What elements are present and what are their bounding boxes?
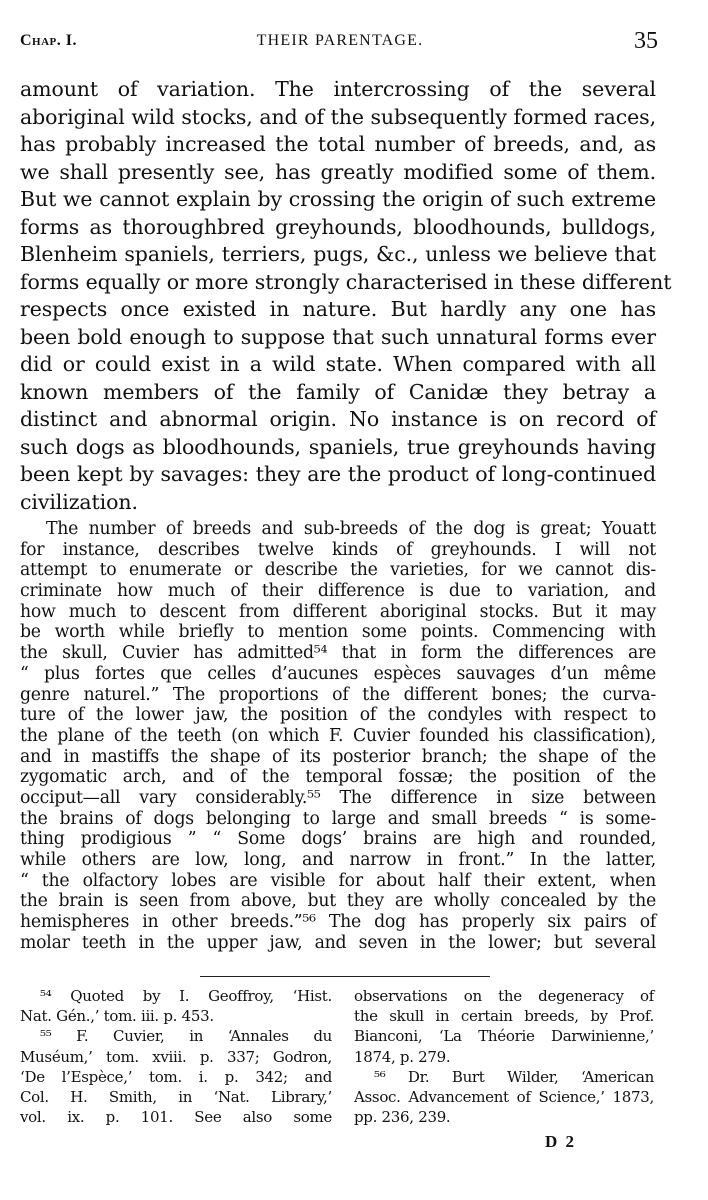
chapter-label: Chap. I.: [20, 32, 78, 49]
footnotes-right-column: [354, 986, 654, 1127]
text-line: The number of breeds and sub-breeds of the dog is great; Youatt: [46, 519, 656, 539]
footnote-line: Nat. Gén.,’ tom. iii. p. 453.: [20, 1007, 214, 1026]
footnote-line: observations on the degeneracy of: [354, 987, 654, 1005]
paragraph-small-print: [20, 519, 656, 953]
text-line: attempt to enumerate or describe the varieties, for we cannot dis-: [20, 560, 656, 581]
text-line: we shall presently see, has greatly modified some of them.: [20, 159, 656, 184]
text-line: be worth while briefly to mention some points. Commencing with: [20, 622, 656, 643]
text-line: ture of the lower jaw, the position of the condyles with respect to: [20, 705, 656, 726]
text-line: Blenheim spaniels, terriers, pugs, &c., unless we believe that: [20, 242, 656, 266]
text-line: the brains of dogs belonging to large and small breeds “ is some-: [20, 808, 656, 829]
text-line: been kept by savages: they are the product of long-continued: [20, 462, 656, 486]
text-line: “ the olfactory lobes are visible for about half their extent, when: [20, 870, 656, 891]
signature-mark: D 2: [545, 1132, 577, 1151]
text-line: known members of the family of Canidæ they betray a: [20, 379, 656, 404]
text-line: forms equally or more strongly characterised in these different: [20, 269, 672, 294]
text-line: the brain is seen from above, but they are wholly concealed by the: [20, 891, 656, 912]
text-line: civilization.: [20, 489, 138, 514]
text-line: criminate how much of their difference is due to variation, and: [20, 581, 656, 602]
footnote-line: vol. ix. p. 101. See also some: [20, 1108, 332, 1127]
text-line: forms as thoroughbred greyhounds, bloodhounds, bulldogs,: [20, 214, 656, 239]
text-line: genre naturel.” The proportions of the different bones; the curva-: [20, 684, 656, 705]
text-line: been bold enough to suppose that such unnatural forms ever: [20, 324, 656, 349]
text-line: while others are low, long, and narrow in front.” In the latter,: [20, 850, 656, 870]
text-line: and in mastiffs the shape of its posterior branch; the shape of the: [20, 746, 656, 767]
text-line: occiput—all vary considerably.⁵⁵ The difference in size between: [20, 787, 656, 808]
footnote-line: ‘De l’Espèce,’ tom. i. p. 342; and: [20, 1067, 332, 1086]
footnote-line: Bianconi, ‘La Théorie Darwinienne,’: [354, 1027, 654, 1046]
text-line: But we cannot explain by crossing the origin of such extreme: [20, 187, 656, 211]
footnote-line: the skull in certain breeds, by Prof.: [354, 1007, 654, 1026]
footnote-line: Col. H. Smith, in ‘Nat. Library,’: [20, 1087, 332, 1106]
text-line: has probably increased the total number of breeds, and, as: [20, 132, 656, 156]
footnote-line: Muséum,’ tom. xviii. p. 337; Godron,: [20, 1047, 332, 1066]
text-line: the plane of the teeth (on which F. Cuvier founded his classification),: [20, 725, 656, 746]
text-line: for instance, describes twelve kinds of greyhounds. I will not: [20, 539, 656, 560]
footnote-line: Assoc. Advancement of Science,’ 1873,: [354, 1087, 654, 1106]
page-number: 35: [634, 28, 658, 54]
footnote-line: 1874, p. 279.: [354, 1047, 451, 1066]
text-line: molar teeth in the upper jaw, and seven in the lower; but several: [20, 932, 656, 953]
footnotes-left-column: [20, 986, 332, 1127]
text-line: “ plus fortes que celles d’aucunes espèces sauvages d’un même: [20, 663, 656, 684]
text-line: such dogs as bloodhounds, spaniels, true greyhounds having: [20, 434, 656, 459]
text-line: respects once existed in nature. But hardly any one has: [20, 297, 656, 321]
running-header: [20, 28, 660, 58]
text-line: distinct and abnormal origin. No instance is on record of: [20, 407, 656, 431]
text-line: aboriginal wild stocks, and of the subsequently formed races,: [20, 104, 656, 129]
footnote-line: ⁵⁵ F. Cuvier, in ‘Annales du: [40, 1027, 332, 1046]
text-line: zygomatic arch, and of the temporal fossæ; the position of the: [20, 767, 656, 788]
footnote-line: ⁵⁴ Quoted by I. Geoffroy, ‘Hist.: [40, 987, 332, 1005]
text-line: the skull, Cuvier has admitted⁵⁴ that in form the differences are: [20, 643, 656, 664]
text-line: hemispheres in other breeds.”⁵⁶ The dog has properly six pairs of: [20, 912, 656, 933]
text-line: amount of variation. The intercrossing of the several: [20, 77, 656, 101]
footnote-line: ⁵⁶ Dr. Burt Wilder, ‘American: [374, 1067, 654, 1086]
text-line: thing prodigious ” “ Some dogs’ brains are high and rounded,: [20, 829, 656, 850]
running-title: THEIR PARENTAGE.: [256, 32, 424, 49]
text-line: did or could exist in a wild state. When compared with all: [20, 352, 656, 376]
footnote-line: pp. 236, 239.: [354, 1108, 451, 1127]
text-line: how much to descent from different aboriginal stocks. But it may: [20, 601, 656, 622]
paragraph-main-text: [20, 76, 672, 516]
footnote-divider: [200, 976, 490, 977]
